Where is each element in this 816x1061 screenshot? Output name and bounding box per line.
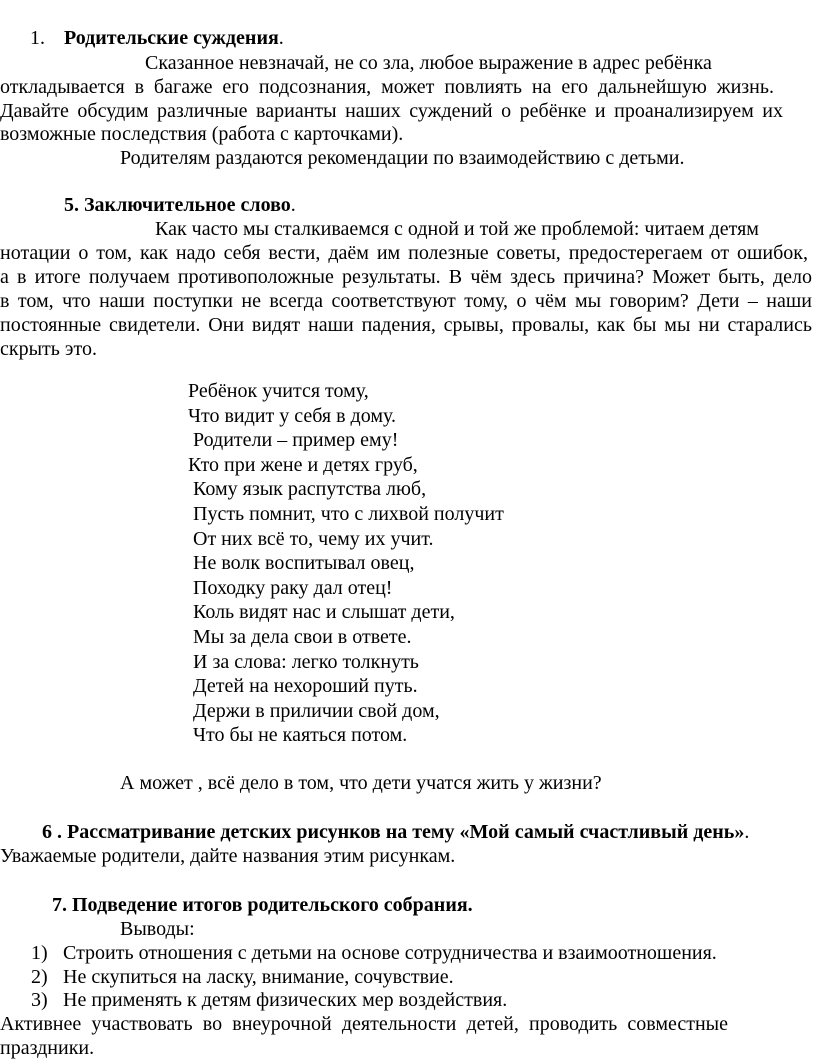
list-number: 1): [31, 942, 48, 964]
paragraph-line: в том, что наши поступки не всегда соответствуют тому, о чём мы говорим? Дети – наши: [0, 290, 812, 312]
list-number: 2): [31, 965, 48, 988]
list-number: 3): [31, 989, 48, 1012]
section-5-heading: [64, 193, 296, 217]
poem-line: Что видит у себя в дому.: [188, 404, 397, 427]
paragraph-line: а в итоге получаем противоположные результаты. В чём здесь причина? Может быть, дело: [0, 266, 812, 288]
paragraph-line: нотации о том, как надо себя вести, даём им полезные советы, предостерегаем от ошибок,: [0, 242, 808, 264]
section-title: 6 . Рассматривание детских рисунков на тему «Мой самый счастливый день»: [42, 821, 745, 843]
paragraph-line: скрыть это.: [0, 338, 97, 360]
paragraph-line: Родителям раздаются рекомендации по взаимодействию с детьми.: [120, 147, 685, 169]
poem-line: Детей на нехороший путь.: [188, 675, 418, 698]
question-line: А может , всё дело в том, что дети учатся жить у жизни?: [120, 772, 602, 794]
paragraph-line: откладывается в багаже его подсознания, может повлиять на его дальнейшую жизнь.: [0, 76, 774, 98]
poem-line: И за слова: легко толкнуть: [188, 650, 419, 673]
punctuation: .: [744, 821, 750, 843]
section-number: 1.: [30, 27, 45, 49]
paragraph-line: Сказанное невзначай, не со зла, любое выражение в адрес ребёнка: [145, 52, 712, 74]
poem-line: Родители – пример ему!: [188, 429, 399, 452]
conclusions-label: Выводы:: [120, 918, 195, 940]
poem-line: Не волк воспитывал овец,: [188, 552, 415, 575]
poem-line: Мы за дела свои в ответе.: [188, 626, 412, 648]
poem-line: Держи в приличии свой дом,: [188, 699, 440, 722]
poem-line: Что бы не каяться потом.: [188, 724, 408, 747]
paragraph-line: Активнее участвовать во внеурочной деятельности детей, проводить совместные: [0, 1013, 728, 1035]
list-item: Не скупиться на ласку, внимание, сочувствие.: [63, 965, 454, 988]
poem-line: Пусть помнит, что с лихвой получит: [188, 503, 504, 525]
poem-line: Коль видят нас и слышат дети,: [188, 601, 455, 624]
section-title: 7. Подведение итогов родительского собрания.: [52, 894, 473, 916]
poem-line: Ребёнок учится тому,: [188, 380, 369, 402]
paragraph-line: постоянные свидетели. Они видят наши падения, срывы, провалы, как бы мы ни старались: [0, 314, 812, 336]
section-1-heading: [30, 26, 284, 50]
section-title: 5. Заключительное слово: [64, 194, 291, 216]
list-item: Не применять к детям физических мер воздействия.: [63, 989, 508, 1012]
poem-line: Кому язык распутства люб,: [188, 478, 427, 501]
punctuation: .: [278, 27, 284, 49]
punctuation: .: [290, 194, 296, 216]
paragraph-line: праздники.: [0, 1037, 95, 1059]
section-6-heading: [42, 820, 749, 844]
poem-line: Кто при жене и детях груб,: [188, 453, 418, 476]
list-item: Строить отношения с детьми на основе сотрудничества и взаимоотношения.: [63, 942, 717, 964]
poem-line: Походку раку дал отец!: [188, 576, 393, 599]
paragraph-line: возможные последствия (работа с карточками).: [0, 123, 404, 145]
section-7-heading: [52, 893, 473, 917]
section-title: Родительские суждения: [64, 27, 279, 49]
paragraph-line: Уважаемые родители, дайте названия этим рисункам.: [0, 845, 456, 867]
paragraph-line: Давайте обсудим различные варианты наших суждений о ребёнке и проанализируем их: [0, 100, 783, 122]
paragraph-line: Как часто мы сталкиваемся с одной и той же проблемой: читаем детям: [155, 218, 759, 240]
poem-line: От них всё то, чему их учит.: [188, 527, 434, 550]
